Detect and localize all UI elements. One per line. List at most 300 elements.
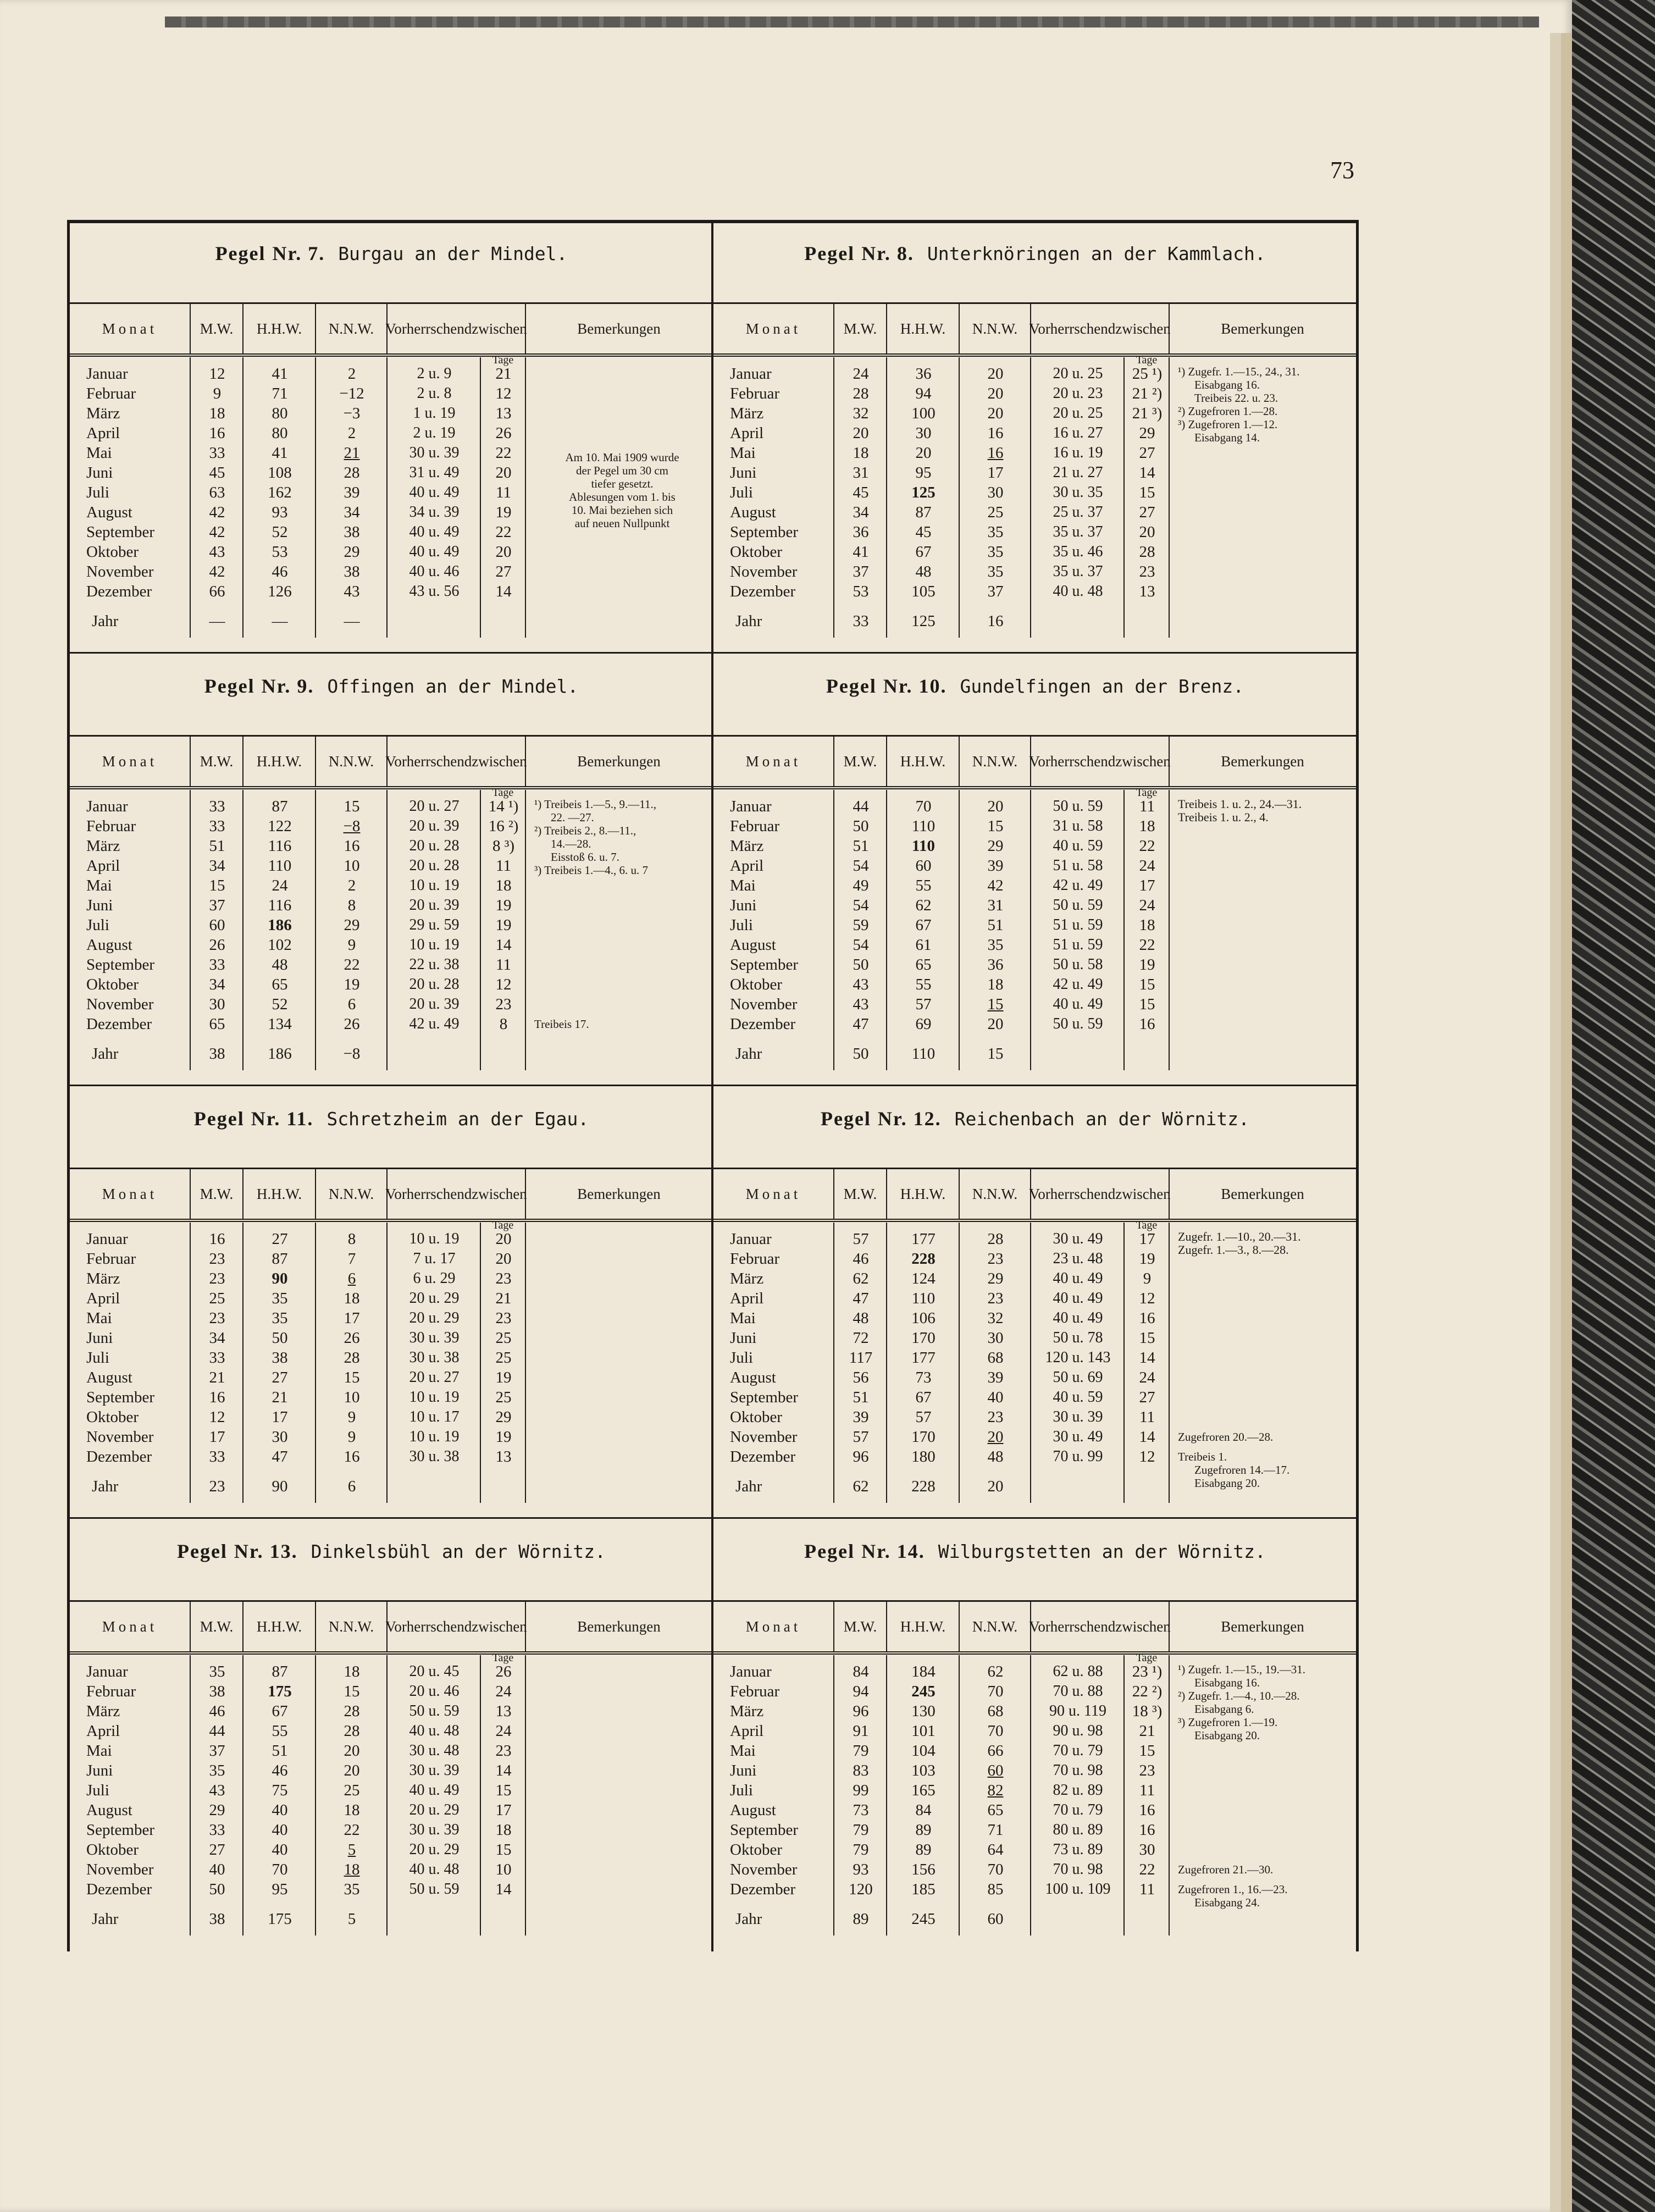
remark-line: der Pegel um 30 cm bbox=[576, 464, 668, 477]
month-label: Juli bbox=[86, 916, 109, 934]
page-top-band bbox=[165, 16, 1539, 27]
cell-range: 20 u. 45 bbox=[409, 1663, 460, 1680]
remarks bbox=[1178, 365, 1354, 444]
cell-tage: 21 ³) bbox=[1132, 405, 1163, 422]
cell-range: 35 u. 37 bbox=[1053, 523, 1103, 540]
cell-mw: 32 bbox=[853, 405, 869, 422]
cell-mw: 34 bbox=[209, 857, 225, 875]
cell-tage: 17 bbox=[495, 1801, 512, 1819]
panel-title bbox=[713, 1540, 1357, 1563]
remark-line: Eisabgang 24. bbox=[1194, 1896, 1260, 1909]
pegel-number: Nr. 12. bbox=[877, 1108, 942, 1130]
cell-range: 30 u. 49 bbox=[1053, 1230, 1103, 1247]
cell-tage: 12 bbox=[495, 976, 512, 993]
cell-range: 20 u. 28 bbox=[409, 857, 460, 874]
tage-label: Tage bbox=[492, 1652, 514, 1664]
table-body bbox=[70, 787, 713, 1070]
cell-hhw: 245 bbox=[911, 1683, 936, 1700]
remark-dezember bbox=[1178, 1883, 1287, 1909]
panel-title bbox=[70, 1540, 713, 1563]
cell-tage: 14 bbox=[1139, 1428, 1155, 1446]
cell-range: 29 u. 59 bbox=[409, 916, 460, 933]
month-label: April bbox=[86, 1722, 120, 1740]
cell-mw: 120 bbox=[849, 1881, 873, 1898]
cell-mw: 16 bbox=[209, 424, 225, 442]
cell-mw: 37 bbox=[209, 1742, 225, 1760]
cell-tage: 24 bbox=[495, 1683, 512, 1700]
header-vor bbox=[385, 1169, 527, 1219]
remark-line: Eisabgang 16. bbox=[1194, 378, 1260, 391]
cell-hhw: 48 bbox=[272, 956, 288, 974]
cell-nnw: 15 bbox=[344, 1369, 360, 1386]
table-body bbox=[70, 1652, 713, 1936]
cell-hhw: — bbox=[272, 612, 288, 630]
cell-tage: 8 ³) bbox=[492, 837, 515, 855]
header-monat: Monat bbox=[713, 304, 834, 353]
cell-nnw: 20 bbox=[987, 798, 1004, 815]
header-mw: M.W. bbox=[191, 304, 243, 353]
cell-range: 100 u. 109 bbox=[1045, 1881, 1111, 1898]
cell-tage: 19 bbox=[495, 897, 512, 914]
pegel-label: Pegel bbox=[804, 242, 855, 264]
cell-tage: 13 bbox=[495, 405, 512, 422]
cell-tage: 25 bbox=[495, 1349, 512, 1367]
cell-nnw: 20 bbox=[344, 1762, 360, 1779]
cell-mw: 59 bbox=[853, 916, 869, 934]
cell-nnw: 5 bbox=[347, 1910, 356, 1928]
cell-mw: 42 bbox=[209, 563, 225, 580]
cell-hhw: 162 bbox=[268, 484, 292, 501]
pegel-number: Nr. 8. bbox=[861, 242, 914, 264]
cell-hhw: 48 bbox=[915, 563, 932, 580]
month-label: Dezember bbox=[730, 1448, 796, 1466]
table-header bbox=[70, 302, 713, 357]
month-label: Oktober bbox=[730, 543, 783, 561]
cell-nnw: 43 bbox=[344, 583, 360, 600]
cell-nnw: 20 bbox=[987, 365, 1004, 383]
cell-nnw: 9 bbox=[347, 1408, 356, 1426]
header-nnw: N.N.W. bbox=[316, 1602, 388, 1651]
cell-mw: 42 bbox=[209, 523, 225, 541]
pegel-label: Pegel bbox=[804, 1540, 855, 1562]
cell-range: 50 u. 78 bbox=[1053, 1329, 1103, 1346]
cell-tage: 20 bbox=[495, 1250, 512, 1268]
pegel-panel bbox=[70, 652, 713, 1081]
cell-hhw: 186 bbox=[268, 1045, 292, 1063]
header-vor1: Vorherrschend bbox=[385, 1618, 472, 1635]
cell-mw: 66 bbox=[209, 583, 225, 600]
cell-range: 40 u. 49 bbox=[1053, 996, 1103, 1013]
header-vor2: zwischen bbox=[1115, 753, 1171, 770]
month-label: August bbox=[86, 936, 132, 954]
pegel-number: Nr. 11. bbox=[251, 1108, 314, 1130]
remark-line: Zugefr. 1.—3., 8.—28. bbox=[1178, 1243, 1289, 1257]
cell-hhw: 46 bbox=[272, 563, 288, 580]
cell-mw: 79 bbox=[853, 1841, 869, 1859]
tage-label: Tage bbox=[1136, 1652, 1158, 1664]
cell-mw: 31 bbox=[853, 464, 869, 482]
header-vor bbox=[385, 1602, 527, 1651]
cell-tage: 11 bbox=[496, 857, 511, 875]
cell-range: 30 u. 38 bbox=[409, 1349, 460, 1366]
cell-mw: 44 bbox=[209, 1722, 225, 1740]
header-hhw: H.H.W. bbox=[887, 1602, 960, 1651]
cell-nnw: 9 bbox=[347, 936, 356, 954]
cell-range: 16 u. 27 bbox=[1053, 424, 1103, 441]
cell-mw: 51 bbox=[209, 837, 225, 855]
cell-mw: 84 bbox=[853, 1663, 869, 1680]
month-label: Jahr bbox=[92, 612, 119, 630]
cell-tage: 18 bbox=[1139, 916, 1155, 934]
month-label: Jahr bbox=[92, 1045, 119, 1063]
cell-range: 10 u. 19 bbox=[409, 936, 460, 953]
cell-range: 23 u. 48 bbox=[1053, 1250, 1103, 1267]
cell-hhw: 110 bbox=[912, 837, 935, 855]
cell-mw: 54 bbox=[853, 936, 869, 954]
cell-mw: 35 bbox=[209, 1762, 225, 1779]
cell-mw: 23 bbox=[209, 1309, 225, 1327]
cell-hhw: 35 bbox=[272, 1309, 288, 1327]
cell-hhw: 87 bbox=[272, 798, 288, 815]
table-header bbox=[713, 735, 1357, 789]
remark-line: ¹) Treibeis 1.—5., 9.—11., bbox=[534, 798, 656, 811]
cell-hhw: 67 bbox=[915, 543, 932, 561]
month-label: Januar bbox=[730, 1663, 772, 1680]
month-label: Dezember bbox=[730, 583, 796, 600]
cell-nnw: 68 bbox=[987, 1702, 1004, 1720]
cell-range: 20 u. 39 bbox=[409, 996, 460, 1013]
cell-hhw: 57 bbox=[915, 996, 932, 1013]
tage-label: Tage bbox=[1136, 787, 1158, 799]
cell-nnw: 15 bbox=[987, 817, 1004, 835]
header-vor1: Vorherrschend bbox=[1029, 320, 1116, 337]
cell-range: 20 u. 39 bbox=[409, 817, 460, 834]
cell-nnw: 65 bbox=[987, 1801, 1004, 1819]
cell-tage: 11 bbox=[1139, 1408, 1155, 1426]
panel-title bbox=[70, 1107, 713, 1130]
header-mw: M.W. bbox=[834, 304, 887, 353]
cell-nnw: 35 bbox=[987, 523, 1004, 541]
cell-tage: 10 bbox=[495, 1861, 512, 1878]
cell-mw: 43 bbox=[853, 996, 869, 1013]
cell-tage: 23 bbox=[495, 1309, 512, 1327]
month-label: März bbox=[730, 837, 764, 855]
month-label: August bbox=[730, 936, 776, 954]
month-label: Mai bbox=[730, 877, 756, 894]
cell-hhw: 52 bbox=[272, 523, 288, 541]
cell-nnw: 18 bbox=[344, 1663, 360, 1680]
cell-mw: — bbox=[209, 612, 225, 630]
cell-hhw: 50 bbox=[272, 1329, 288, 1347]
cell-range: 40 u. 49 bbox=[409, 523, 460, 540]
cell-tage: 15 bbox=[1139, 1329, 1155, 1347]
cell-mw: 57 bbox=[853, 1230, 869, 1248]
remark-line: 14.—28. bbox=[551, 837, 591, 850]
cell-tage: 22 ²) bbox=[1132, 1683, 1163, 1700]
cell-hhw: 46 bbox=[272, 1762, 288, 1779]
month-label: November bbox=[86, 1428, 154, 1446]
cell-mw: 50 bbox=[853, 817, 869, 835]
month-label: Jahr bbox=[735, 1478, 762, 1495]
cell-tage: 21 bbox=[1139, 1722, 1155, 1740]
month-label: Jahr bbox=[92, 1910, 119, 1928]
header-mw: M.W. bbox=[191, 737, 243, 786]
pegel-label: Pegel bbox=[826, 675, 877, 697]
cell-tage: 8 bbox=[499, 1015, 508, 1033]
cell-range: 20 u. 27 bbox=[409, 798, 460, 815]
cell-tage: 14 bbox=[1139, 464, 1155, 482]
cell-tage: 19 bbox=[495, 504, 512, 521]
cell-hhw: 65 bbox=[915, 956, 932, 974]
cell-nnw: 26 bbox=[344, 1015, 360, 1033]
cell-hhw: 27 bbox=[272, 1230, 288, 1248]
cell-nnw: 38 bbox=[344, 563, 360, 580]
header-vor2: zwischen bbox=[1115, 1186, 1171, 1202]
cell-range: 51 u. 58 bbox=[1053, 857, 1103, 874]
cell-nnw: 62 bbox=[987, 1663, 1004, 1680]
cell-mw: 44 bbox=[853, 798, 869, 815]
cell-nnw: 15 bbox=[987, 1045, 1004, 1063]
cell-range: 90 u. 98 bbox=[1053, 1722, 1103, 1739]
cell-hhw: 21 bbox=[272, 1389, 288, 1406]
header-hhw: H.H.W. bbox=[887, 737, 960, 786]
cell-range bbox=[388, 1476, 481, 1496]
cell-hhw: 95 bbox=[915, 464, 932, 482]
month-label: Jahr bbox=[735, 612, 762, 630]
pegel-label: Pegel bbox=[176, 1540, 228, 1562]
month-label: März bbox=[730, 405, 764, 422]
cell-hhw: 87 bbox=[272, 1250, 288, 1268]
cell-range: 20 u. 29 bbox=[409, 1290, 460, 1307]
tage-label: Tage bbox=[492, 1219, 514, 1231]
remark-line: Zugefroren 1., 16.—23. bbox=[1178, 1883, 1288, 1896]
cell-hhw: 90 bbox=[272, 1270, 288, 1287]
cell-tage: 12 bbox=[1139, 1290, 1155, 1307]
cell-hhw: 186 bbox=[268, 916, 292, 934]
cell-hhw: 51 bbox=[272, 1742, 288, 1760]
header-monat: Monat bbox=[70, 1169, 191, 1219]
cell-hhw: 80 bbox=[272, 424, 288, 442]
month-label: April bbox=[730, 424, 764, 442]
cell-tage: 15 bbox=[1139, 976, 1155, 993]
cell-nnw: 32 bbox=[987, 1309, 1004, 1327]
cell-mw: 34 bbox=[853, 504, 869, 521]
cell-hhw: 124 bbox=[911, 1270, 936, 1287]
pegel-number: Nr. 13. bbox=[234, 1540, 298, 1562]
cell-range: 40 u. 49 bbox=[1053, 1270, 1103, 1287]
cell-range: 42 u. 49 bbox=[1053, 976, 1103, 993]
month-label: Mai bbox=[86, 444, 112, 462]
remark-line: Treibeis 1. u. 2., 24.—31. bbox=[1178, 797, 1302, 811]
month-label: April bbox=[730, 1290, 764, 1307]
cell-range: 30 u. 39 bbox=[1053, 1408, 1103, 1425]
header-vor2: zwischen bbox=[472, 1618, 527, 1635]
cell-mw: 20 bbox=[853, 424, 869, 442]
remarks bbox=[1178, 798, 1354, 824]
tage-label: Tage bbox=[1136, 354, 1158, 366]
month-label: Juni bbox=[86, 1329, 113, 1347]
cell-range: 70 u. 98 bbox=[1053, 1762, 1103, 1779]
cell-tage: 19 bbox=[1139, 1250, 1155, 1268]
cell-range: 40 u. 49 bbox=[1053, 1290, 1103, 1307]
table-header bbox=[713, 1168, 1357, 1222]
cell-range: 40 u. 49 bbox=[409, 543, 460, 560]
cell-hhw: 41 bbox=[272, 365, 288, 383]
cell-range: 43 u. 56 bbox=[409, 583, 460, 600]
cell-hhw: 110 bbox=[268, 857, 292, 875]
cell-tage: 11 bbox=[1139, 798, 1155, 815]
panel-title bbox=[713, 242, 1357, 265]
month-label: August bbox=[730, 504, 776, 521]
month-label: Juli bbox=[86, 1782, 109, 1799]
table-body bbox=[70, 1219, 713, 1503]
cell-range: 30 u. 39 bbox=[409, 1821, 460, 1838]
cell-tage: 22 bbox=[1139, 1861, 1155, 1878]
cell-tage: 27 bbox=[495, 563, 512, 580]
cell-nnw: 17 bbox=[344, 1309, 360, 1327]
cell-hhw: 52 bbox=[272, 996, 288, 1013]
cell-mw: 47 bbox=[853, 1290, 869, 1307]
month-label: Oktober bbox=[86, 1841, 139, 1859]
pegel-location: Gundelfingen an der Brenz. bbox=[960, 676, 1244, 697]
cell-nnw: 18 bbox=[344, 1861, 360, 1878]
month-label: Mai bbox=[730, 1309, 756, 1327]
header-monat: Monat bbox=[70, 1602, 191, 1651]
cell-mw: 96 bbox=[853, 1702, 869, 1720]
cell-tage bbox=[1125, 1909, 1170, 1929]
month-label: November bbox=[86, 563, 154, 580]
header-bem: Bemerkungen bbox=[1221, 320, 1304, 337]
pegel-number: Nr. 9. bbox=[261, 675, 314, 697]
cell-nnw: 15 bbox=[344, 798, 360, 815]
month-label: Juni bbox=[86, 897, 113, 914]
month-label: Oktober bbox=[730, 976, 783, 993]
cell-range: 1 u. 19 bbox=[413, 405, 456, 422]
header-vor bbox=[385, 737, 527, 786]
month-label: Dezember bbox=[86, 1448, 152, 1466]
table-body bbox=[713, 354, 1357, 638]
header-bem: Bemerkungen bbox=[577, 753, 661, 770]
cell-tage: 20 bbox=[495, 543, 512, 561]
pegel-panel bbox=[70, 1518, 713, 1946]
cell-hhw: 108 bbox=[268, 464, 292, 482]
cell-mw: 47 bbox=[853, 1015, 869, 1033]
cell-mw: 45 bbox=[209, 464, 225, 482]
month-label: Jahr bbox=[735, 1910, 762, 1928]
remark-line: ¹) Zugefr. 1.—15., 19.—31. bbox=[1178, 1663, 1306, 1676]
pegel-location: Burgau an der Mindel. bbox=[338, 243, 568, 264]
tage-label: Tage bbox=[1136, 1219, 1158, 1231]
remark-line: Treibeis 1. bbox=[1178, 1450, 1227, 1463]
cell-mw: 63 bbox=[209, 484, 225, 501]
cell-nnw: 18 bbox=[344, 1290, 360, 1307]
cell-hhw: 130 bbox=[911, 1702, 936, 1720]
cell-tage: 13 bbox=[495, 1702, 512, 1720]
cell-tage: 22 bbox=[1139, 837, 1155, 855]
cell-mw: 12 bbox=[209, 1408, 225, 1426]
cell-nnw: 39 bbox=[344, 484, 360, 501]
cell-hhw: 30 bbox=[915, 424, 932, 442]
cell-nnw: −12 bbox=[339, 385, 364, 402]
cell-hhw: 228 bbox=[911, 1250, 936, 1268]
cell-tage bbox=[481, 1476, 526, 1496]
cell-hhw: 87 bbox=[915, 504, 932, 521]
cell-range: 50 u. 59 bbox=[409, 1881, 460, 1898]
cell-mw: 17 bbox=[209, 1428, 225, 1446]
cell-tage: 18 ³) bbox=[1132, 1702, 1163, 1720]
cell-hhw: 53 bbox=[272, 543, 288, 561]
cell-mw: 54 bbox=[853, 897, 869, 914]
cell-hhw: 101 bbox=[911, 1722, 936, 1740]
month-label: Juni bbox=[730, 1762, 757, 1779]
cell-mw: 18 bbox=[853, 444, 869, 462]
header-bem: Bemerkungen bbox=[1221, 1618, 1304, 1635]
cell-nnw: −8 bbox=[343, 817, 361, 835]
cell-range: 40 u. 59 bbox=[1053, 837, 1103, 854]
cell-nnw: 16 bbox=[987, 424, 1004, 442]
remarks bbox=[1178, 1230, 1354, 1257]
cell-hhw: 67 bbox=[915, 1389, 932, 1406]
month-label: Oktober bbox=[86, 976, 139, 993]
month-label: August bbox=[730, 1369, 776, 1386]
cell-range: 50 u. 59 bbox=[1053, 897, 1103, 914]
month-label: September bbox=[86, 1821, 155, 1839]
cell-tage: 22 bbox=[495, 444, 512, 462]
cell-nnw: 10 bbox=[344, 1389, 360, 1406]
month-label: März bbox=[730, 1702, 764, 1720]
header-hhw: H.H.W. bbox=[243, 1602, 316, 1651]
cell-hhw: 40 bbox=[272, 1801, 288, 1819]
remark-line: Eisabgang 20. bbox=[1194, 1729, 1260, 1742]
cell-hhw: 61 bbox=[915, 936, 932, 954]
cell-mw: 33 bbox=[209, 1821, 225, 1839]
remark-line: ³) Zugefroren 1.—19. bbox=[1178, 1716, 1278, 1729]
cell-nnw: 16 bbox=[344, 1448, 360, 1466]
month-label: August bbox=[730, 1801, 776, 1819]
cell-mw: 37 bbox=[853, 563, 869, 580]
cell-mw: 40 bbox=[209, 1861, 225, 1878]
cell-tage: 20 bbox=[495, 464, 512, 482]
month-label: Januar bbox=[730, 798, 772, 815]
remark-line: Zugefroren 14.—17. bbox=[1194, 1463, 1290, 1476]
cell-tage: 19 bbox=[495, 916, 512, 934]
cell-hhw: 185 bbox=[911, 1881, 936, 1898]
remark-line: Eisabgang 20. bbox=[1194, 1476, 1260, 1490]
cell-nnw: 7 bbox=[347, 1250, 356, 1268]
month-label: Dezember bbox=[86, 1015, 152, 1033]
pegel-location: Unterknöringen an der Kammlach. bbox=[927, 243, 1266, 264]
cell-tage: 17 bbox=[1139, 1230, 1155, 1248]
cell-tage: 26 bbox=[495, 424, 512, 442]
cell-tage: 21 bbox=[495, 1290, 512, 1307]
cell-hhw: 55 bbox=[915, 976, 932, 993]
panel-title bbox=[713, 674, 1357, 698]
pegel-label: Pegel bbox=[215, 242, 266, 264]
cell-nnw: 30 bbox=[987, 1329, 1004, 1347]
cell-nnw: 66 bbox=[987, 1742, 1004, 1760]
cell-hhw: 180 bbox=[911, 1448, 936, 1466]
cell-range: 51 u. 59 bbox=[1053, 916, 1103, 933]
cell-hhw: 38 bbox=[272, 1349, 288, 1367]
cell-tage: 24 bbox=[1139, 857, 1155, 875]
header-mw: M.W. bbox=[834, 1169, 887, 1219]
cell-range: 10 u. 19 bbox=[409, 877, 460, 894]
month-label: Mai bbox=[730, 1742, 756, 1760]
cell-range: 82 u. 89 bbox=[1053, 1782, 1103, 1799]
header-monat: Monat bbox=[70, 304, 191, 353]
cell-hhw: 60 bbox=[915, 857, 932, 875]
remark-line: Ablesungen vom 1. bis bbox=[569, 490, 676, 504]
